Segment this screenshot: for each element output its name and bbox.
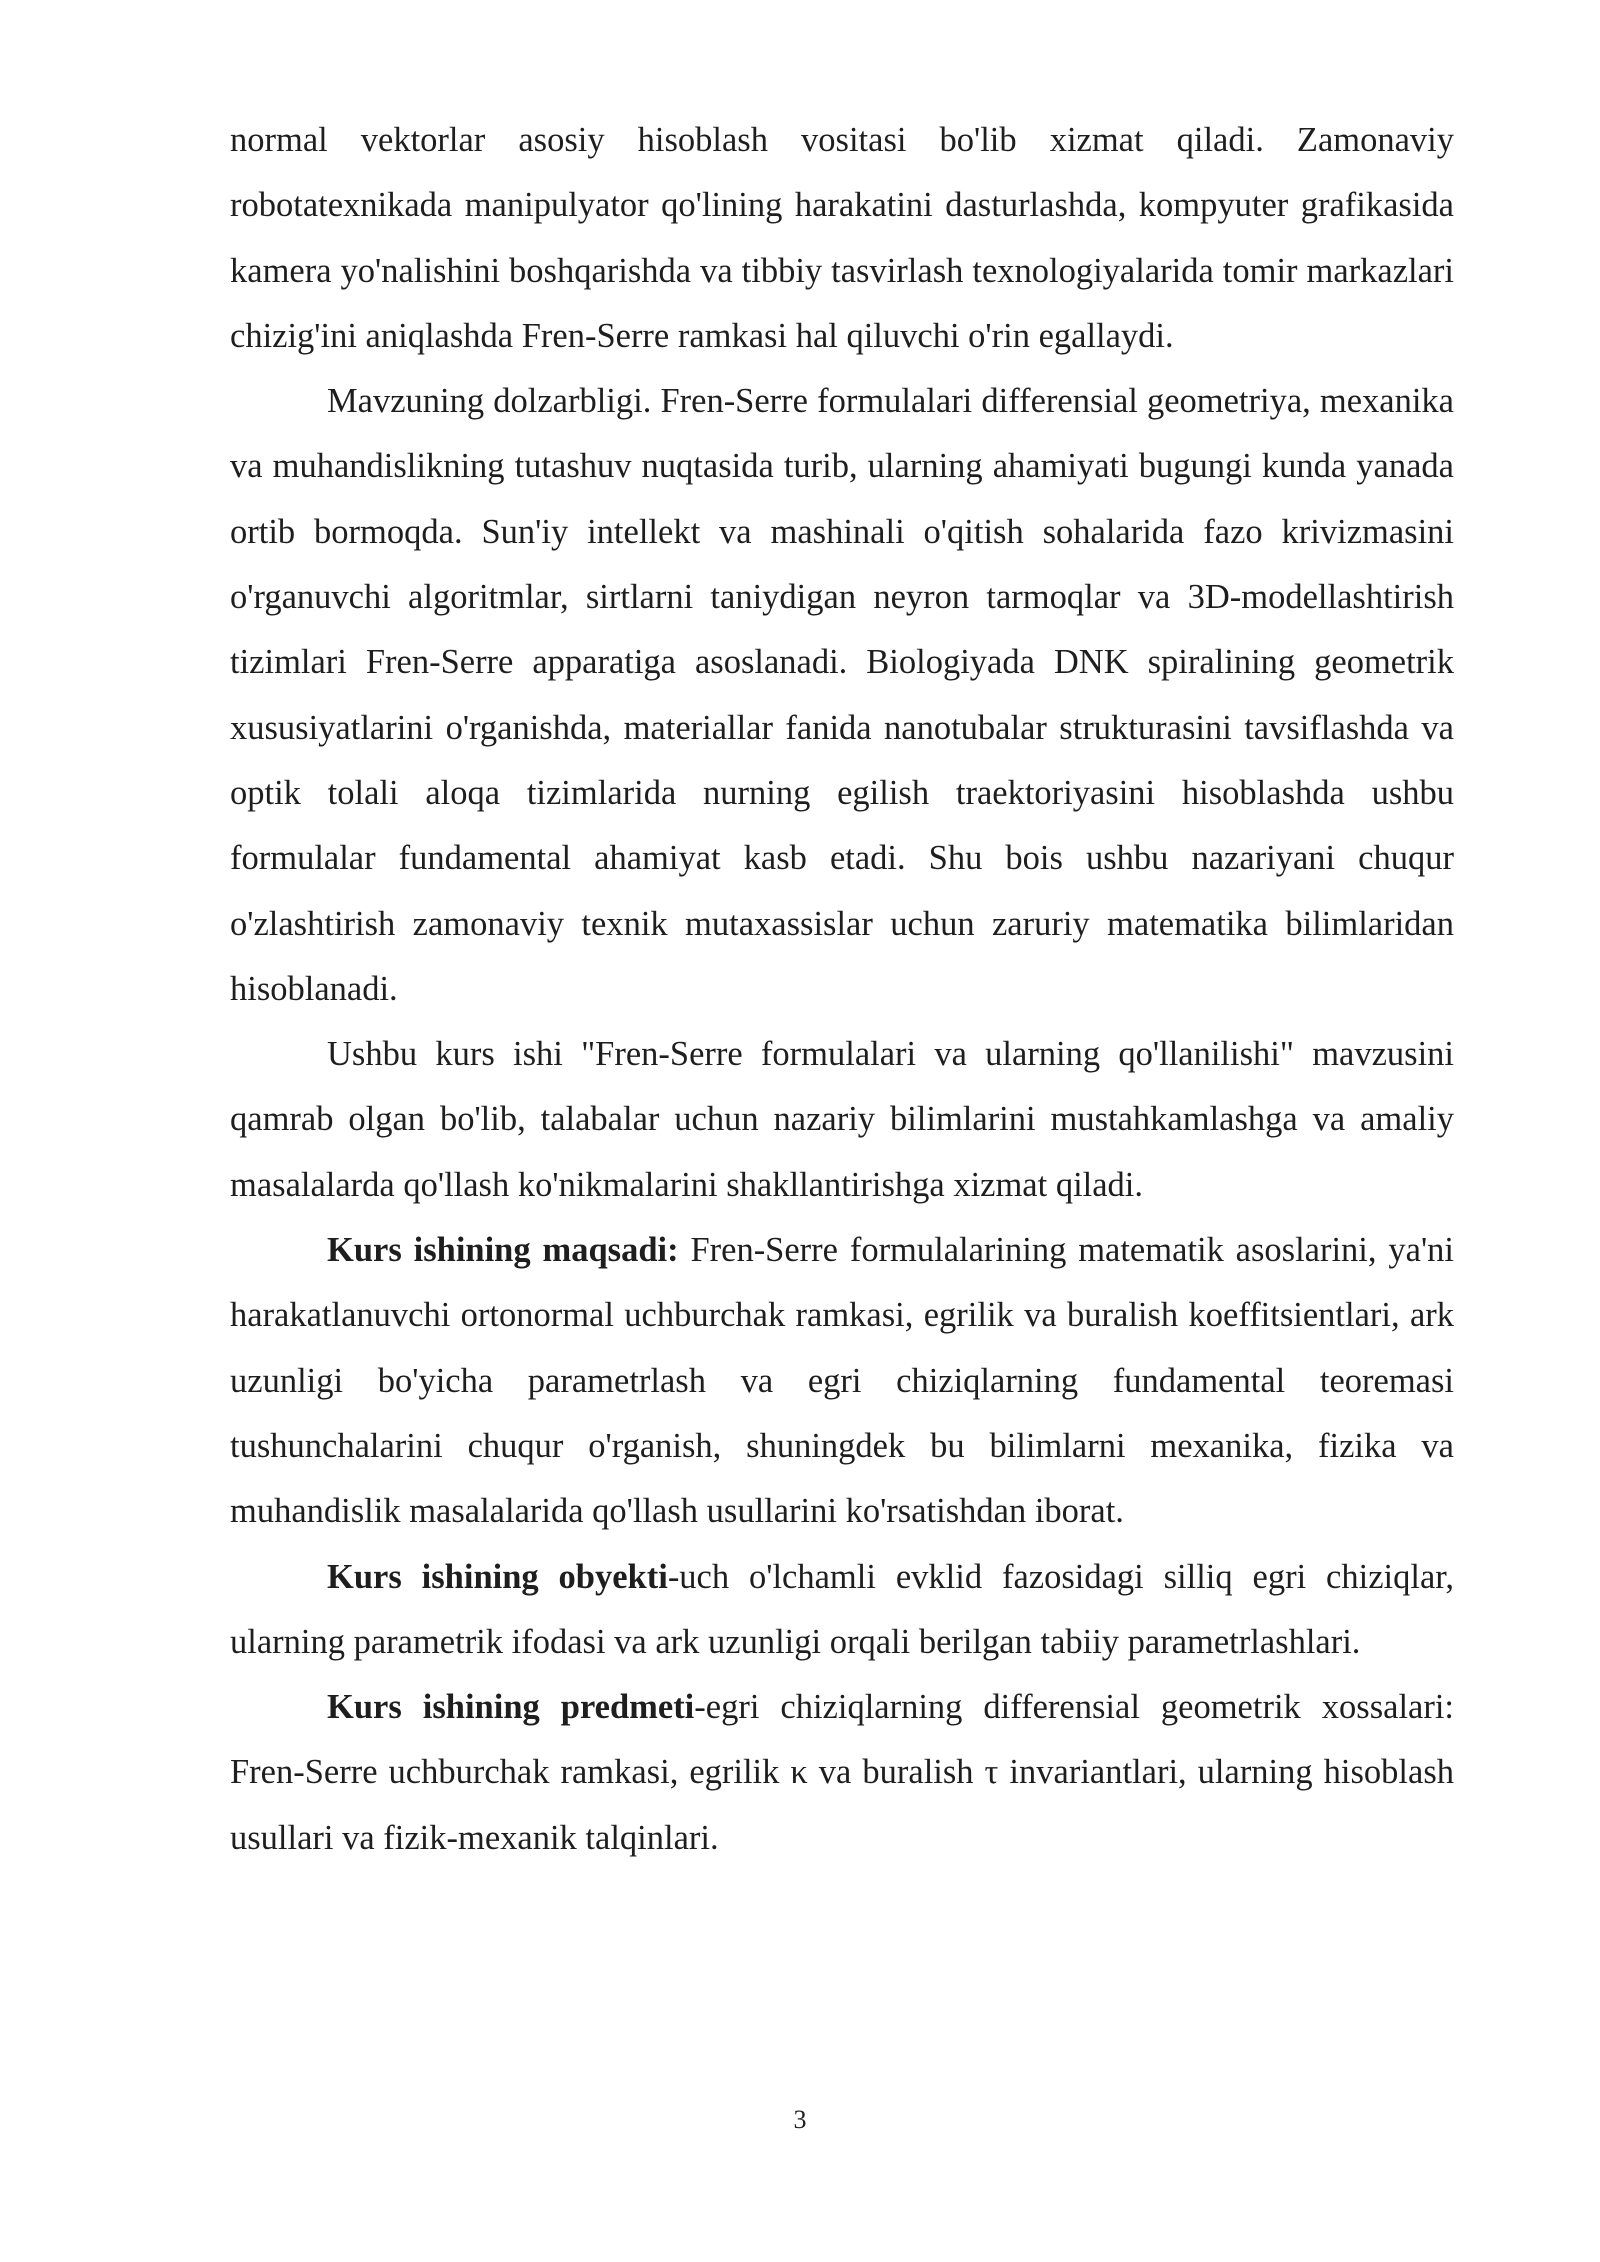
page-number: 3 <box>793 2105 807 2134</box>
paragraph-6-lead: Kurs ishining predmeti <box>327 1688 695 1727</box>
paragraph-3-text: Ushbu kurs ishi "Fren-Serre formulalari va ularning qo'llanilishi" mavzusini qamrab olgan bo'lib, talabalar uchun nazariy bilimlarini mustahkamlashga va amaliy masalalarda qo'llash ko'nikmalarini shakllantirishga xizmat qiladi. <box>230 1035 1454 1204</box>
paragraph-subject <box>230 1675 1454 1871</box>
paragraph-4-text: Fren-Serre formulalarining matematik asoslarini, ya'ni harakatlanuvchi ortonormal uchburchak ramkasi, egrilik va buralish koeffitsientlari, ark uzunligi bo'yicha parametrlash va egri chiziqlarning fundamental teoremasi tushunchalarini chuqur o'rganish, shuningdek bu bilimlarni mexanika, fizika va muhandislik masalalarida qo'llash usullarini ko'rsatishdan iborat. <box>230 1231 1454 1531</box>
paragraph-5-lead: Kurs ishining obyekti <box>327 1557 668 1596</box>
paragraph-5-text: -uch o'lchamli evklid fazosidagi silliq egri chiziqlar, ularning parametrik ifodasi va ark uzunligi orqali berilgan tabiiy parametrlashlari. <box>230 1557 1454 1661</box>
paragraph-object <box>230 1545 1454 1676</box>
paragraph-goal <box>230 1218 1454 1544</box>
paragraph-4-lead: Kurs ishining maqsadi: <box>327 1231 679 1270</box>
body-text <box>230 108 1454 1871</box>
paragraph-6-text: -egri chiziqlarning differensial geometrik xossalari: Fren-Serre uchburchak ramkasi, egrilik κ va buralish τ invariantlari, ularning hisoblash usullari va fizik-mexanik talqinlari. <box>230 1688 1455 1857</box>
paragraph-2-text: Mavzuning dolzarbligi. Fren-Serre formulalari differensial geometriya, mexanika va muhandislikning tutashuv nuqtasida turib, ularning ahamiyati bugungi kunda yanada ortib bormoqda. Sun'iy intellekt va mashinali o'qitish sohalarida fazo krivizmasini o'rganuvchi algoritmlar, sirtlarni taniydigan neyron tarmoqlar va 3D-modellashtirish tizimlari Fren-Serre apparatiga asoslanadi. Biologiyada DNK spiralining geometrik xususiyatlarini o'rganishda, materiallar fanida nanotubalar strukturasini tavsiflashda va optik tolali aloqa tizimlarida nurning egilish traektoriyasini hisoblashda ushbu formulalar fundamental ahamiyat kasb etadi. Shu bois ushbu nazariyani chuqur o'zlashtirish zamonaviy texnik mutaxassislar uchun zaruriy matematika bilimlaridan hisoblanadi. <box>230 382 1454 1008</box>
paragraph-continuation <box>230 108 1454 369</box>
paragraph-course-intro <box>230 1022 1454 1218</box>
paragraph-1-text: normal vektorlar asosiy hisoblash vositasi bo'lib xizmat qiladi. Zamonaviy robotatexnikada manipulyator qo'lining harakatini dasturlashda, kompyuter grafikasida kamera yo'nalishini boshqarishda va tibbiy tasvirlash texnologiyalarida tomir markazlari chizig'ini aniqlashda Fren-Serre ramkasi hal qiluvchi o'rin egallaydi. <box>230 121 1454 355</box>
paragraph-relevance <box>230 369 1454 1022</box>
